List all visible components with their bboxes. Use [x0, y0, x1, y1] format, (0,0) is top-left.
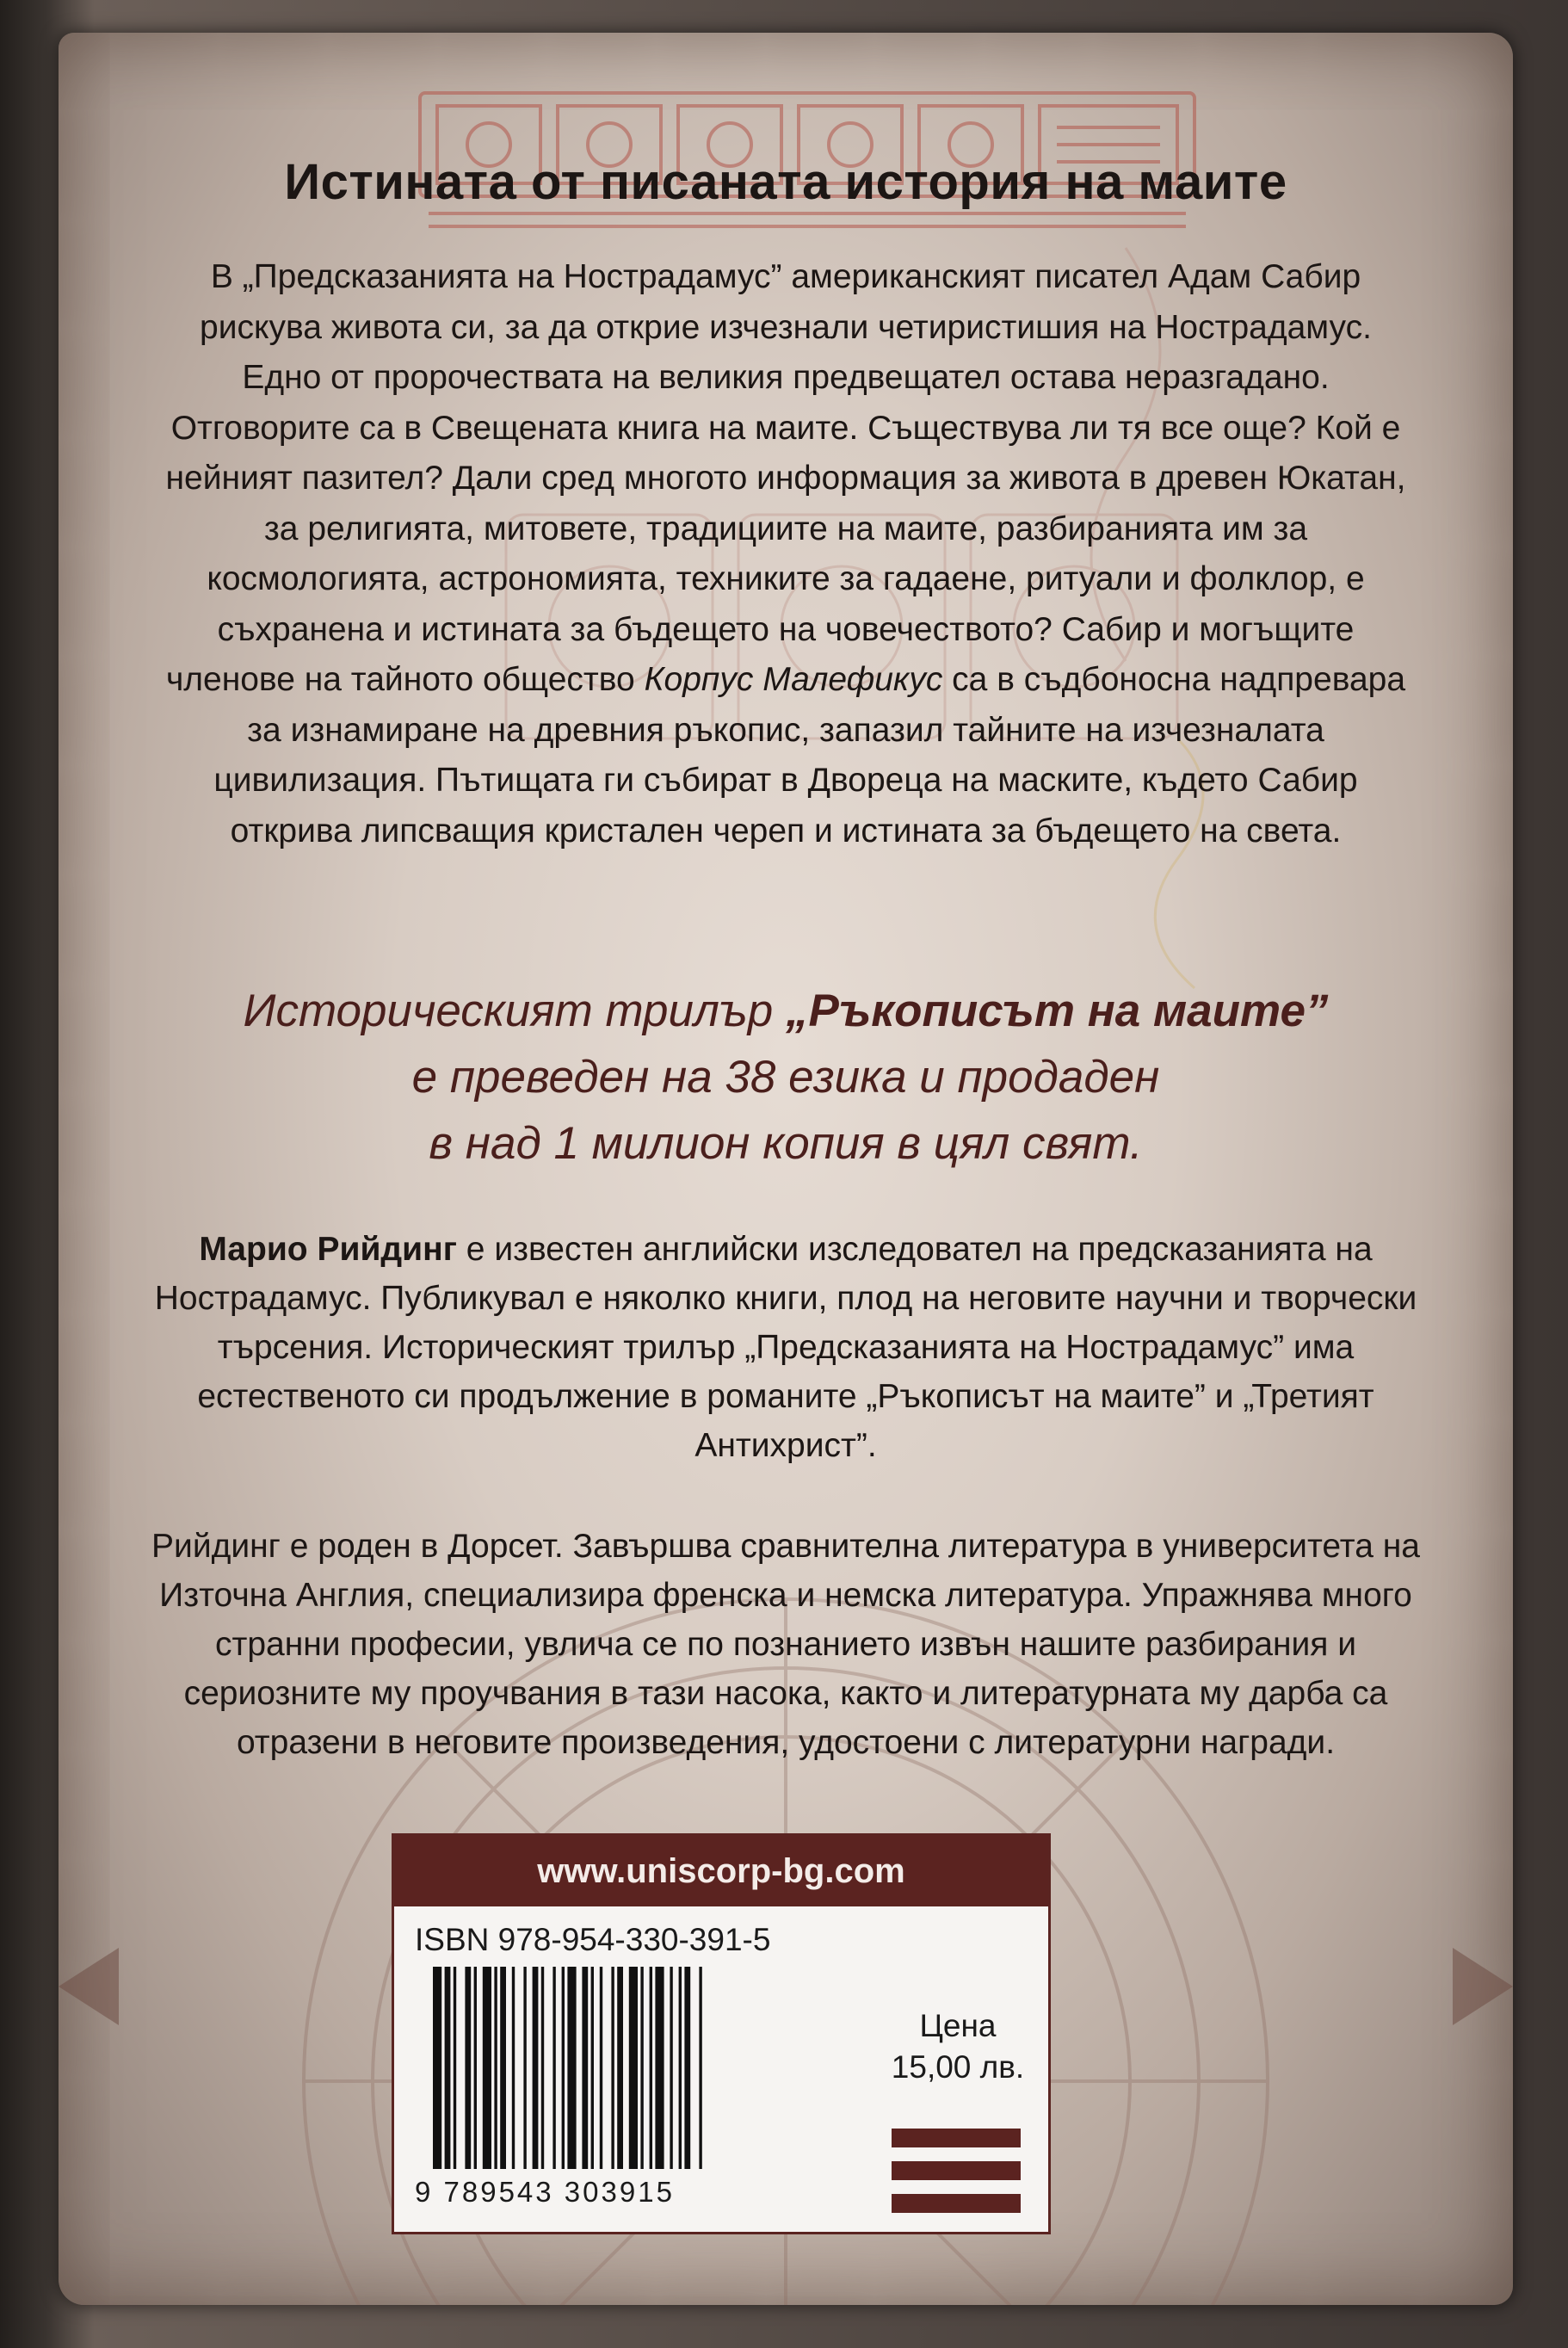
- price-label: Цена: [919, 2008, 997, 2043]
- isbn-number: ISBN 978-954-330-391-5: [415, 1922, 771, 1957]
- author-background-paragraph: Рийдинг е роден в Дорсет. Завършва сравнителна литература в университета на Източна Англия, специализира френска и немска литература. Упражнява много странни професии, увлича се по познанието извън нашите разбирания и сериозните му проучвания в тази насока, както и литературната му дарба са отразени в неговите произведения, удостоени с литературни награди.: [151, 1528, 1420, 1761]
- synopsis-italic-society-name: Корпус Малефикус: [644, 661, 943, 698]
- barcode-panel: [392, 1833, 1051, 2234]
- author-bio-text: е известен английски изследовател на предсказанията на Нострадамус. Публикувал е няколко книги, плод на неговите научни и творчески търсения. Историческият трилър „Предсказанията на Нострадамус” има естественото си продължение в романите „Ръкописът на маите” и „Третият Антихрист”.: [154, 1231, 1417, 1464]
- barcode-icon: [433, 1967, 837, 2173]
- tagline-book-title: „Ръкописът на маите”: [785, 986, 1329, 1036]
- tagline: [59, 978, 1513, 1177]
- price-value: 15,00 лв.: [891, 2049, 1025, 2085]
- synopsis-text-part1: В „Предсказанията на Нострадамус” американският писател Адам Сабир рискува живота си, за да открие изчезнали четиристишия на Нострадамус. Едно от пророчествата на великия предвещател остава неразгадано. Отговорите са в Свещената книга на маите. Съществува ли тя все още? Кой е нейният пазител? Дали сред многото информация за живота в древен Юкатан, за религията, митовете, традициите на маите, разбиранията им за космологията, астрономията, техниките за гадаене, ритуали и фолклор, е съхранена и истината за бъдещето на човечеството? Сабир и могъщите членове на тайното общество: [165, 258, 1406, 698]
- author-bio-paragraph: [140, 1225, 1431, 1470]
- author-name: Марио Рийдинг: [199, 1231, 457, 1268]
- tagline-line3: в над 1 милион копия в цял свят.: [429, 1118, 1143, 1169]
- synopsis-paragraph: [162, 252, 1410, 856]
- tagline-line2: е преведен на 38 езика и продаден: [411, 1052, 1160, 1103]
- page-title: Истината от писаната история на маите: [284, 154, 1287, 210]
- tagline-prefix: Историческият трилър: [243, 986, 786, 1036]
- tagline-line1: [59, 978, 1513, 1044]
- publisher-logo-icon: [892, 2129, 1021, 2215]
- publisher-url[interactable]: www.uniscorp-bg.com: [394, 1836, 1048, 1906]
- barcode-digits: 9 789543 303915: [415, 2176, 675, 2208]
- synopsis-text-part2: са в съдбоносна надпревара за изнамиране на древния ръкопис, запазил тайните на изчезналата цивилизация. Пътищата ги събират в Двореца на маските, където Сабир открива липсващия кристален череп и истината за бъдещето на света.: [213, 661, 1406, 850]
